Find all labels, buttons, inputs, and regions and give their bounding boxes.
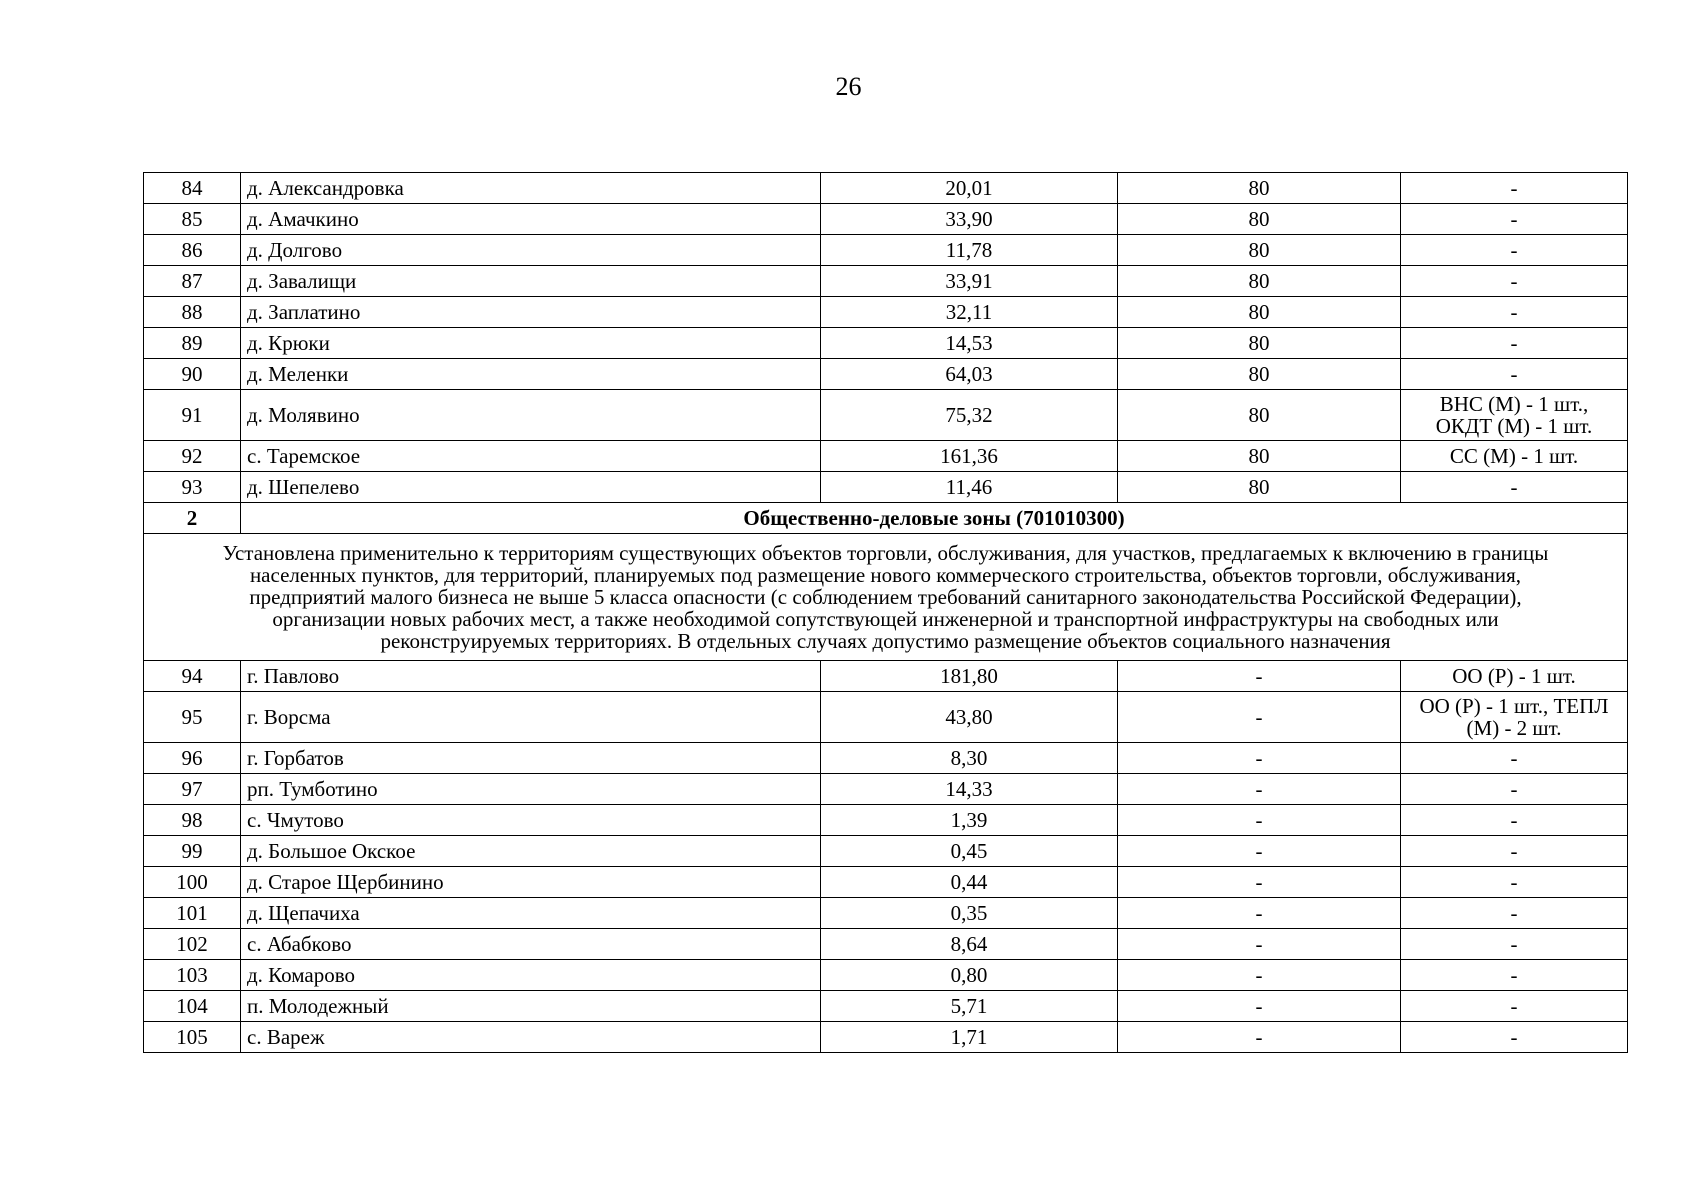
table-row <box>144 173 1628 204</box>
zone-value: 80 <box>1118 441 1401 472</box>
zone-value: - <box>1118 692 1401 743</box>
table-row <box>144 929 1628 960</box>
settlement-name: д. Большое Окское <box>241 836 821 867</box>
table-row <box>144 441 1628 472</box>
area-value: 8,64 <box>821 929 1118 960</box>
table-row <box>144 960 1628 991</box>
table-row <box>144 1022 1628 1053</box>
settlement-name: г. Горбатов <box>241 743 821 774</box>
objects-value: - <box>1401 960 1628 991</box>
description-line: реконструируемых территориях. В отдельных случаях допустимо размещение объектов социального назначения <box>380 629 1391 653</box>
objects-line: ВНС (М) - 1 шт., <box>1439 392 1589 416</box>
row-number: 91 <box>144 390 241 441</box>
description-line: Установлена применительно к территориям существующих объектов торговли, обслуживания, для участков, предлагаемых к включению в границы <box>222 541 1549 565</box>
zone-value: 80 <box>1118 297 1401 328</box>
table-row <box>144 390 1628 441</box>
objects-value: СС (М) - 1 шт. <box>1401 441 1628 472</box>
settlement-name: г. Ворсма <box>241 692 821 743</box>
settlement-name: д. Завалищи <box>241 266 821 297</box>
zone-value: 80 <box>1118 266 1401 297</box>
settlement-name: д. Заплатино <box>241 297 821 328</box>
zone-value: 80 <box>1118 390 1401 441</box>
table-row <box>144 867 1628 898</box>
table-row <box>144 297 1628 328</box>
row-number: 97 <box>144 774 241 805</box>
settlement-name: с. Таремское <box>241 441 821 472</box>
area-value: 14,53 <box>821 328 1118 359</box>
row-number: 98 <box>144 805 241 836</box>
area-value: 33,90 <box>821 204 1118 235</box>
section-header-row <box>144 503 1628 534</box>
objects-value: - <box>1401 204 1628 235</box>
row-number: 96 <box>144 743 241 774</box>
row-number: 85 <box>144 204 241 235</box>
settlement-name: д. Шепелево <box>241 472 821 503</box>
settlement-name: г. Павлово <box>241 661 821 692</box>
objects-value: - <box>1401 991 1628 1022</box>
zone-value: - <box>1118 774 1401 805</box>
row-number: 84 <box>144 173 241 204</box>
row-number: 102 <box>144 929 241 960</box>
description-line: предприятий малого бизнеса не выше 5 класса опасности (с соблюдением требований санитарного законодательства Российской Федерации), <box>249 585 1522 609</box>
row-number: 88 <box>144 297 241 328</box>
description-line: населенных пунктов, для территорий, планируемых под размещение нового коммерческого строительства, объектов торговли, обслуживания, <box>249 563 1522 587</box>
area-value: 1,39 <box>821 805 1118 836</box>
settlement-name: д. Долгово <box>241 235 821 266</box>
settlement-name: д. Александровка <box>241 173 821 204</box>
table-row <box>144 266 1628 297</box>
objects-value <box>1401 692 1628 743</box>
row-number: 105 <box>144 1022 241 1053</box>
zone-value: - <box>1118 1022 1401 1053</box>
settlement-name: д. Крюки <box>241 328 821 359</box>
objects-value: - <box>1401 472 1628 503</box>
row-number: 92 <box>144 441 241 472</box>
section-number: 2 <box>144 503 241 534</box>
settlement-name: д. Щепачиха <box>241 898 821 929</box>
objects-value: - <box>1401 898 1628 929</box>
objects-value: - <box>1401 774 1628 805</box>
objects-value: - <box>1401 929 1628 960</box>
settlement-name: д. Меленки <box>241 359 821 390</box>
zone-value: 80 <box>1118 173 1401 204</box>
objects-value: - <box>1401 743 1628 774</box>
zone-value: - <box>1118 836 1401 867</box>
area-value: 0,35 <box>821 898 1118 929</box>
objects-value: ОО (Р) - 1 шт. <box>1401 661 1628 692</box>
zone-value: - <box>1118 960 1401 991</box>
area-value: 14,33 <box>821 774 1118 805</box>
table-row <box>144 774 1628 805</box>
section-description <box>144 534 1628 661</box>
objects-value: - <box>1401 867 1628 898</box>
zone-value: 80 <box>1118 204 1401 235</box>
table-row <box>144 743 1628 774</box>
objects-line: (М) - 2 шт. <box>1466 716 1562 740</box>
row-number: 100 <box>144 867 241 898</box>
row-number: 95 <box>144 692 241 743</box>
zone-value: 80 <box>1118 328 1401 359</box>
area-value: 75,32 <box>821 390 1118 441</box>
area-value: 20,01 <box>821 173 1118 204</box>
row-number: 99 <box>144 836 241 867</box>
objects-line: ОО (Р) - 1 шт., ТЕПЛ <box>1419 694 1609 718</box>
zone-value: - <box>1118 661 1401 692</box>
table-row <box>144 328 1628 359</box>
area-value: 43,80 <box>821 692 1118 743</box>
settlement-name: д. Старое Щербинино <box>241 867 821 898</box>
settlement-name: д. Молявино <box>241 390 821 441</box>
area-value: 33,91 <box>821 266 1118 297</box>
objects-value: - <box>1401 173 1628 204</box>
table-row <box>144 836 1628 867</box>
area-value: 11,78 <box>821 235 1118 266</box>
row-number: 101 <box>144 898 241 929</box>
table-row <box>144 692 1628 743</box>
area-value: 11,46 <box>821 472 1118 503</box>
area-value: 1,71 <box>821 1022 1118 1053</box>
zone-value: - <box>1118 929 1401 960</box>
row-number: 94 <box>144 661 241 692</box>
zone-value: - <box>1118 991 1401 1022</box>
zones-table <box>143 172 1628 1053</box>
settlement-name: д. Амачкино <box>241 204 821 235</box>
table-row <box>144 991 1628 1022</box>
objects-value: - <box>1401 359 1628 390</box>
settlement-name: рп. Тумботино <box>241 774 821 805</box>
area-value: 0,45 <box>821 836 1118 867</box>
objects-value <box>1401 390 1628 441</box>
settlement-name: с. Вареж <box>241 1022 821 1053</box>
table-row <box>144 204 1628 235</box>
row-number: 93 <box>144 472 241 503</box>
area-value: 8,30 <box>821 743 1118 774</box>
section-title: Общественно-деловые зоны (701010300) <box>241 503 1628 534</box>
table-row <box>144 235 1628 266</box>
row-number: 104 <box>144 991 241 1022</box>
zone-value: - <box>1118 743 1401 774</box>
zone-value: 80 <box>1118 235 1401 266</box>
settlement-name: д. Комарово <box>241 960 821 991</box>
objects-value: - <box>1401 836 1628 867</box>
objects-line: ОКДТ (М) - 1 шт. <box>1435 414 1593 438</box>
area-value: 0,80 <box>821 960 1118 991</box>
table-row <box>144 359 1628 390</box>
area-value: 5,71 <box>821 991 1118 1022</box>
zone-value: - <box>1118 867 1401 898</box>
section-description-row <box>144 534 1628 661</box>
row-number: 90 <box>144 359 241 390</box>
table-row <box>144 661 1628 692</box>
page-number: 26 <box>835 72 862 101</box>
zone-value: 80 <box>1118 472 1401 503</box>
zone-value: 80 <box>1118 359 1401 390</box>
table-row <box>144 805 1628 836</box>
objects-value: - <box>1401 297 1628 328</box>
row-number: 87 <box>144 266 241 297</box>
area-value: 64,03 <box>821 359 1118 390</box>
zone-value: - <box>1118 805 1401 836</box>
zone-value: - <box>1118 898 1401 929</box>
settlement-name: п. Молодежный <box>241 991 821 1022</box>
table-row <box>144 472 1628 503</box>
area-value: 32,11 <box>821 297 1118 328</box>
description-line: организации новых рабочих мест, а также необходимой сопутствующей инженерной и транспортной инфраструктуры на свободных или <box>272 607 1499 631</box>
objects-value: - <box>1401 328 1628 359</box>
area-value: 161,36 <box>821 441 1118 472</box>
objects-value: - <box>1401 235 1628 266</box>
table-row <box>144 898 1628 929</box>
area-value: 181,80 <box>821 661 1118 692</box>
row-number: 86 <box>144 235 241 266</box>
objects-value: - <box>1401 266 1628 297</box>
objects-value: - <box>1401 805 1628 836</box>
settlement-name: с. Чмутово <box>241 805 821 836</box>
row-number: 89 <box>144 328 241 359</box>
settlement-name: с. Абабково <box>241 929 821 960</box>
area-value: 0,44 <box>821 867 1118 898</box>
row-number: 103 <box>144 960 241 991</box>
objects-value: - <box>1401 1022 1628 1053</box>
